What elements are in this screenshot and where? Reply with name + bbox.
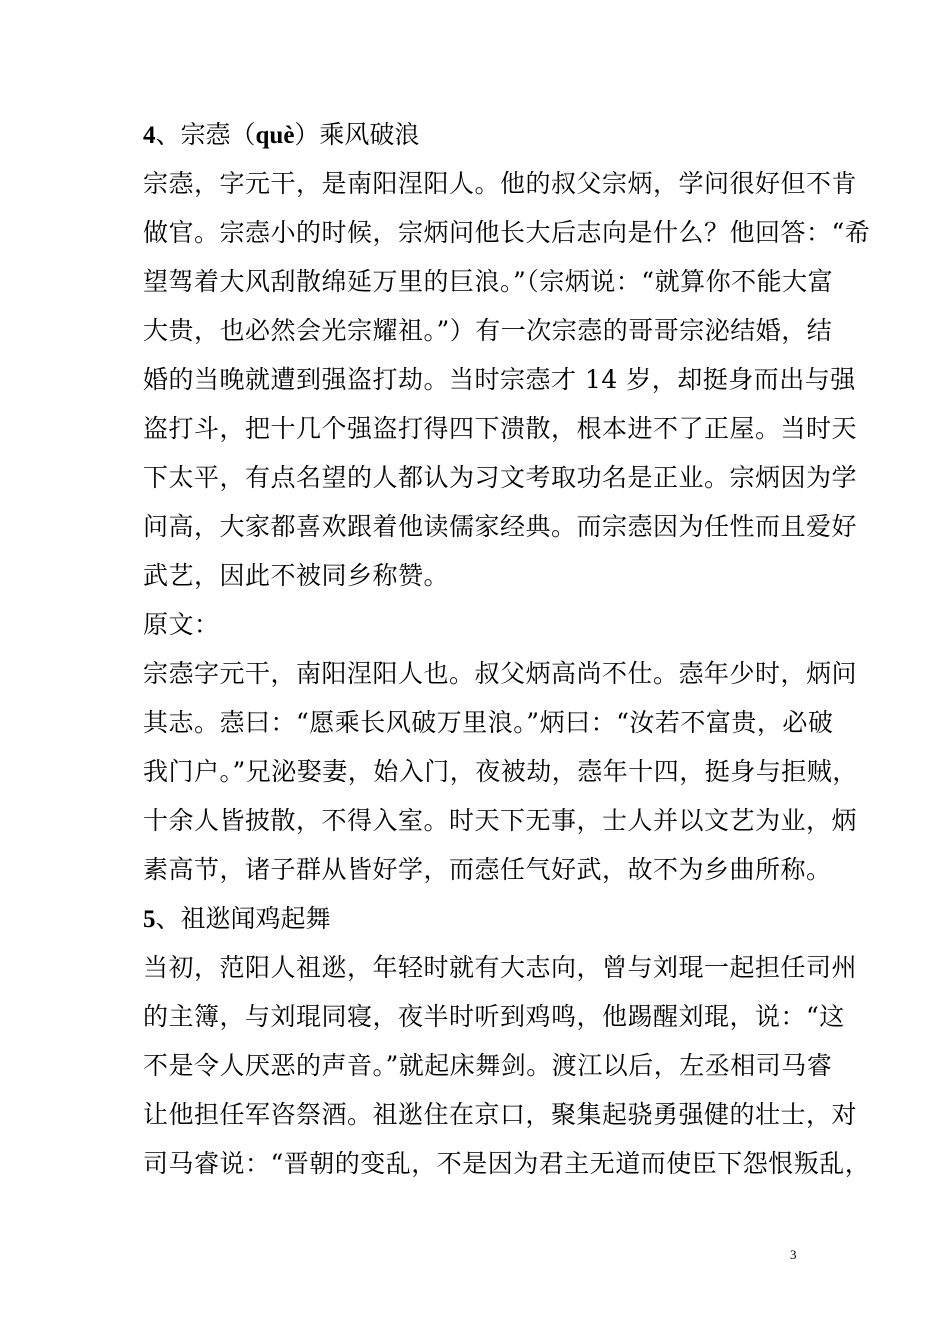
paragraph-line: 的主簿，与刘琨同寝，夜半时听到鸡鸣，他踢醒刘琨，说：“这 [143, 1002, 845, 1031]
section-4-original-text [143, 649, 858, 894]
section-4-pinyin: què [255, 122, 295, 149]
paragraph-line: 宗悫，字元干，是南阳涅阳人。他的叔父宗炳，学问很好但不肯 [143, 169, 858, 198]
paragraph-line: 婚的当晚就遭到强盗打劫。当时宗悫才 14 岁，却挺身而出与强 [143, 365, 856, 394]
paragraph-line: 问高，大家都喜欢跟着他读儒家经典。而宗悫因为任性而且爱好 [143, 512, 858, 541]
page-number: 3 [790, 1247, 797, 1262]
section-5-heading [143, 894, 808, 943]
section-5-title: 、祖逖闻鸡起舞 [155, 904, 331, 933]
section-4-heading [143, 110, 808, 159]
paragraph-line: 盗打斗，把十几个强盗打得四下溃散，根本进不了正屋。当时天 [143, 414, 858, 443]
paragraph-line: 十余人皆披散，不得入室。时天下无事，士人并以文艺为业，炳 [143, 806, 858, 835]
section-4-number: 4 [143, 122, 156, 149]
section-4-title-start: 、宗悫（ [155, 120, 256, 149]
original-text-label: 原文： [143, 610, 220, 639]
paragraph-line: 其志。悫曰：“愿乘长风破万里浪。”炳曰：“汝若不富贵，必破 [143, 708, 834, 737]
section-5-number: 5 [143, 906, 156, 933]
paragraph-line: 做官。宗悫小的时候，宗炳问他长大后志向是什么？他回答：“希 [143, 218, 871, 247]
section-4-translation [143, 159, 871, 600]
document-page [143, 110, 871, 1188]
paragraph-line: 当初，范阳人祖逖，年轻时就有大志向，曾与刘琨一起担任司州 [143, 953, 858, 982]
paragraph-line: 司马睿说：“晋朝的变乱，不是因为君主无道而使臣下怨恨叛乱， [143, 1149, 871, 1178]
paragraph-line: 不是令人厌恶的声音。”就起床舞剑。渡江以后，左丞相司马睿 [143, 1051, 833, 1080]
section-4-title-end: ）乘风破浪 [294, 120, 420, 149]
paragraph-line: 让他担任军咨祭酒。祖逖住在京口，聚集起骁勇强健的壮士，对 [143, 1100, 858, 1129]
paragraph-line: 望驾着大风刮散绵延万里的巨浪。”（宗炳说：“就算你不能大富 [143, 267, 834, 296]
paragraph-line: 下太平，有点名望的人都认为习文考取功名是正业。宗炳因为学 [143, 463, 858, 492]
paragraph-line: 素高节，诸子群从皆好学，而悫任气好武，故不为乡曲所称。 [143, 855, 832, 884]
section-5-translation [143, 943, 871, 1188]
paragraph-line: 宗悫字元干，南阳涅阳人也。叔父炳高尚不仕。悫年少时，炳问 [143, 659, 858, 688]
paragraph-line: 我门户。”兄泌娶妻，始入门，夜被劫，悫年十四，挺身与拒贼， [143, 757, 858, 786]
paragraph-line: 武艺，因此不被同乡称赞。 [143, 561, 450, 590]
paragraph-line: 大贵，也必然会光宗耀祖。”）有一次宗悫的哥哥宗泌结婚，结 [143, 316, 833, 345]
